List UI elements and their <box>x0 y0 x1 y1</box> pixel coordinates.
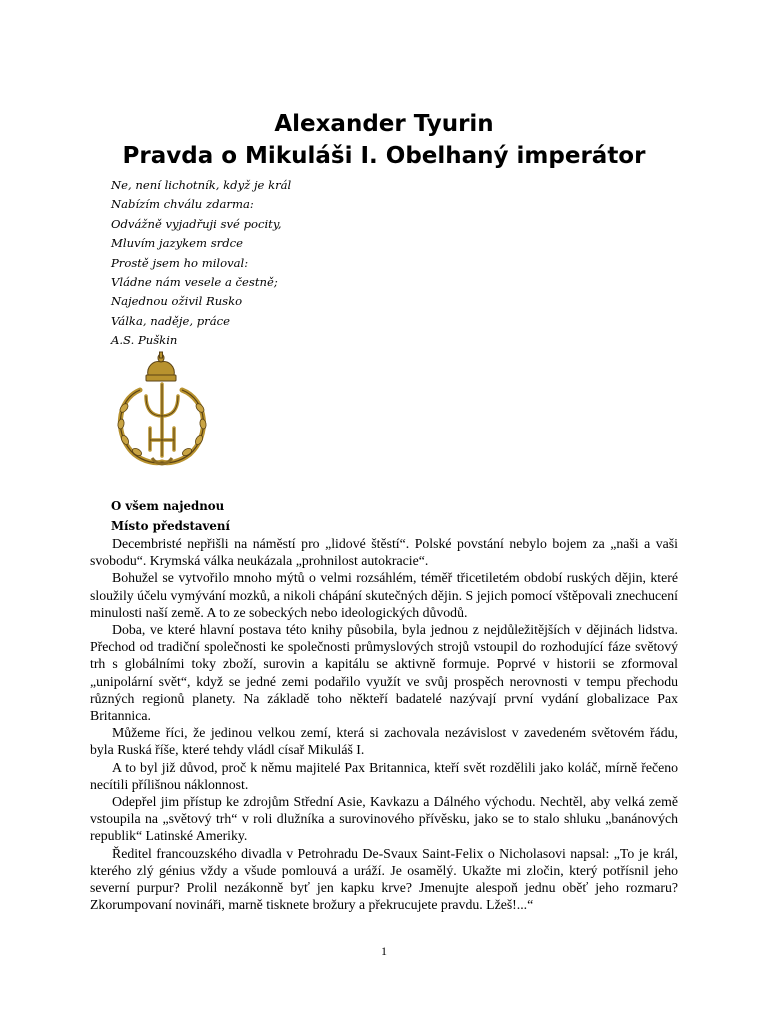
poem-line: Ne, není lichotník, když je král <box>111 178 292 192</box>
author-name: Alexander Tyurin <box>274 111 494 137</box>
poem-line: Prostě jsem ho miloval: <box>111 255 249 270</box>
crowned-monogram-wreath-icon <box>112 350 222 468</box>
chapter-heading: O všem najednou <box>111 499 225 513</box>
poem-line: Najednou oživil Rusko <box>111 294 243 309</box>
poem-line: Vládne nám vesele a čestně; <box>111 275 278 290</box>
paragraph: Bohužel se vytvořilo mnoho mýtů o velmi rozsáhlém, téměř třicetiletém období ruských dějin, které sloužily účelu vymývání mozků, a nikoli chápání skutečných dějin. S jejich pomocí vštěpovali znechucení minulosti naší země. A to ze sobeckých nebo ideologických důvodů. <box>90 570 678 620</box>
poem-attribution: A.S. Puškin <box>111 333 178 348</box>
paragraph: Můžeme říci, že jedinou velkou zemí, která si zachovala nezávislost v zavedeném světovém řádu, byla Ruská říše, které tehdy vládl císař Mikuláš I. <box>90 725 678 758</box>
page-number: 1 <box>381 944 387 958</box>
paragraph: Ředitel francouzského divadla v Petrohradu De-Svaux Saint-Felix o Nicholasovi napsal: „To je král, kterého zlý génius vždy a všude pomlouvá a uráží. Je osamělý. Ukažte mi zločin, který potřísnil jeho severní purpur? Prolil nezákonně byť jen kapku krve? Jmenujte alespoň jednu oběť jeho rozmaru? Zkorumpovaní novináři, marně tisknete brožury a překrucujete pravdu. Lžeš!...“ <box>90 845 678 913</box>
body-text <box>90 535 678 913</box>
book-title: Pravda o Mikuláši I. Obelhaný imperátor <box>122 143 646 169</box>
paragraph: Odepřel jim přístup ke zdrojům Střední Asie, Kavkazu a Dálného východu. Nechtěl, aby velká země vstoupila na „světový trh“ v roli dlužníka a surovinového přívěsku, jako se to stalo shluku „banánových republik“ Latinské Ameriky. <box>90 794 678 844</box>
poem-line: Válka, naděje, práce <box>111 313 230 328</box>
paragraph: A to byl již důvod, proč k němu majitelé Pax Britannica, kteří svět rozdělili jako koláč, mírně řečeno necítili přílišnou náklonnost. <box>90 759 678 792</box>
poem-line: Mluvím jazykem srdce <box>111 236 243 251</box>
document-title <box>0 108 768 172</box>
section-headings <box>111 496 230 536</box>
poem-line: Odvážně vyjadřuji své pocity, <box>111 216 282 231</box>
epigraph-poem <box>111 176 291 351</box>
paragraph: Decembristé nepřišli na náměstí pro „lidové štěstí“. Polské povstání nebylo bojem za „naši a vaši svobodu“. Krymská válka neukázala „prohnilost autokracie“. <box>90 536 678 569</box>
poem-line: Nabízím chválu zdarma: <box>111 197 254 212</box>
paragraph: Doba, ve které hlavní postava této knihy působila, byla jednou z nejdůležitějších v dějinách lidstva. Přechod od tradiční společnosti ke společnosti průmyslových strojů vstoupil do rozhodující fáze světový trh s globálními toky zboží, surovin a kapitálu se aktivně formuje. Poprvé v historii se zformoval „unipolární svět“, když se jedné zemi podařilo využít ve svůj prospěch nerovnosti v tempu přechodu různých regionů planety. Na základě toho někteří badatelé nazývají první vydání globalizace Pax Britannica. <box>90 622 678 724</box>
section-heading: Místo představení <box>111 519 230 533</box>
